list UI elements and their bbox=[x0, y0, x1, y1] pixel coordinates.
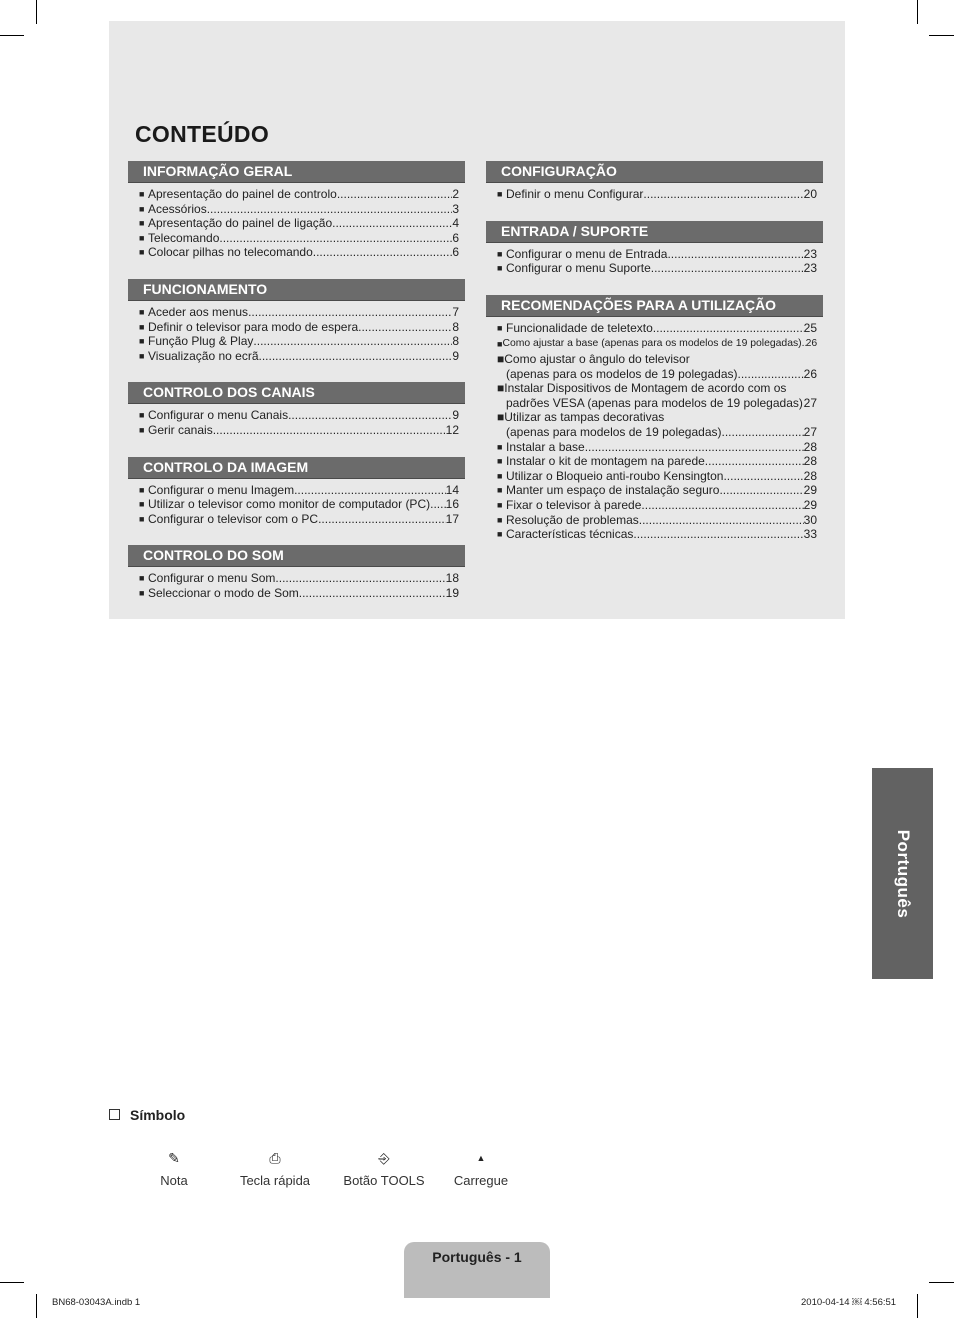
crop-mark bbox=[929, 1282, 954, 1283]
toc-section bbox=[128, 382, 465, 437]
section-heading: RECOMENDAÇÕES PARA A UTILIZAÇÃO bbox=[486, 295, 823, 317]
leader-dots bbox=[207, 202, 453, 217]
toc-page-number: 16 bbox=[445, 497, 459, 512]
toc-entry[interactable] bbox=[139, 408, 459, 423]
toc-entry[interactable] bbox=[139, 202, 459, 217]
leader-dots bbox=[721, 425, 803, 440]
leader-dots bbox=[653, 321, 804, 336]
leader-dots bbox=[358, 320, 452, 335]
toc-page-number: 29 bbox=[803, 497, 817, 512]
toc-page-number: 28 bbox=[803, 454, 817, 469]
bullet-icon: ■ bbox=[139, 336, 145, 347]
toc-entry[interactable] bbox=[139, 305, 459, 320]
symbol-heading-label: Símbolo bbox=[130, 1107, 186, 1123]
toc-entry[interactable] bbox=[497, 513, 817, 528]
toc-entry-text: Fixar o televisor à parede bbox=[506, 497, 642, 512]
leader-dots bbox=[641, 498, 803, 513]
toc-entry-text-continued: padrões VESA (apenas para modelos de 19 polegadas) bbox=[506, 395, 803, 410]
bullet-icon: ■ bbox=[497, 529, 503, 540]
toc-entry[interactable] bbox=[497, 321, 817, 336]
section-heading: CONTROLO DA IMAGEM bbox=[128, 457, 465, 479]
symbol-press bbox=[450, 1148, 512, 1188]
crop-mark bbox=[36, 1294, 37, 1318]
bullet-icon: ■ bbox=[139, 203, 145, 214]
toc-entry-text: Configurar o menu Canais bbox=[148, 408, 289, 423]
toc-entry-text: Utilizar as tampas decorativas bbox=[504, 410, 665, 425]
toc-page-number: 6 bbox=[452, 245, 459, 260]
toc-entry[interactable] bbox=[139, 512, 459, 527]
toc-section bbox=[486, 295, 823, 542]
leader-dots bbox=[248, 305, 452, 320]
toc-entry-text: Utilizar o televisor como monitor de computador (PC) bbox=[148, 497, 431, 512]
symbol-label: Carregue bbox=[453, 1173, 509, 1188]
leader-dots bbox=[332, 216, 452, 231]
toc-page-number: 29 bbox=[803, 483, 817, 498]
toc-page-number: 26 bbox=[803, 366, 817, 381]
bullet-icon: ■ bbox=[139, 218, 145, 229]
toc-page-number: 8 bbox=[452, 319, 459, 334]
hotkey-icon: ⎙ bbox=[269, 1150, 281, 1166]
leader-dots bbox=[585, 440, 804, 455]
bullet-icon: ■ bbox=[497, 381, 505, 396]
toc-entry-text: Visualização no ecrã bbox=[148, 348, 259, 363]
symbol-note bbox=[150, 1148, 198, 1188]
toc-page-number: 6 bbox=[452, 230, 459, 245]
bullet-icon: ■ bbox=[139, 232, 145, 243]
leader-dots bbox=[639, 513, 804, 528]
toc-entry-text: Como ajustar a base (apenas para os modelos de 19 polegadas) bbox=[502, 338, 802, 350]
toc-entry-text: Configurar o menu Som bbox=[148, 571, 276, 586]
leader-dots bbox=[318, 512, 446, 527]
leader-dots bbox=[288, 408, 452, 423]
toc-entry[interactable] bbox=[497, 335, 817, 352]
page-number: Português - 1 bbox=[432, 1249, 522, 1265]
bullet-icon: ■ bbox=[497, 499, 503, 510]
bullet-icon: ■ bbox=[139, 424, 145, 435]
toc-section bbox=[486, 161, 823, 202]
leader-dots bbox=[275, 571, 445, 586]
toc-entry[interactable] bbox=[139, 571, 459, 586]
toc-page-number: 20 bbox=[803, 187, 817, 201]
page-number-tab bbox=[404, 1242, 550, 1298]
leader-dots bbox=[253, 334, 452, 349]
crop-mark bbox=[929, 35, 954, 36]
toc-page-number: 19 bbox=[445, 585, 459, 600]
section-heading: CONTROLO DOS CANAIS bbox=[128, 382, 465, 404]
toc-entry-text: Seleccionar o modo de Som bbox=[148, 585, 299, 600]
toc-page-number: 9 bbox=[452, 408, 459, 423]
toc-page-number: 17 bbox=[445, 511, 459, 526]
toc-page-number: 33 bbox=[803, 527, 817, 542]
toc-entry[interactable] bbox=[139, 320, 459, 335]
toc-entry[interactable] bbox=[497, 527, 817, 542]
toc-page-number: 8 bbox=[452, 334, 459, 349]
bullet-icon: ■ bbox=[497, 351, 505, 366]
toc-entry[interactable] bbox=[497, 381, 817, 410]
toc-entry-text-continued: (apenas para os modelos de 19 polegadas) bbox=[506, 366, 738, 381]
page-title: CONTEÚDO bbox=[135, 121, 270, 147]
bullet-icon: ■ bbox=[497, 514, 503, 525]
toc-page-number: 27 bbox=[803, 424, 817, 439]
toc-entry-text: Funcionalidade de teletexto bbox=[506, 320, 653, 335]
toc-entry-text: Configurar o televisor com o PC bbox=[148, 511, 319, 526]
toc-entry-text: Definir o televisor para modo de espera bbox=[148, 319, 359, 334]
leader-dots bbox=[738, 367, 804, 382]
toc-entry[interactable] bbox=[139, 349, 459, 364]
toc-page-number: 30 bbox=[803, 512, 817, 527]
toc-entry-text: Configurar o menu Imagem bbox=[148, 482, 295, 497]
toc-entry[interactable] bbox=[139, 245, 459, 260]
toc-entry[interactable] bbox=[139, 483, 459, 498]
bullet-icon: ■ bbox=[139, 350, 145, 361]
toc-page-number: 28 bbox=[803, 439, 817, 454]
toc-entry-text: Instalar o kit de montagem na parede bbox=[506, 454, 705, 469]
toc-page-number: 25 bbox=[803, 320, 817, 335]
toc-page-number: 26 bbox=[805, 338, 818, 350]
leader-dots bbox=[705, 454, 804, 469]
symbol-tools bbox=[340, 1148, 428, 1188]
toc-entry[interactable] bbox=[139, 423, 459, 438]
toc-entry-text: Características técnicas bbox=[506, 527, 634, 542]
toc-section bbox=[128, 457, 465, 527]
toc-page-number: 4 bbox=[452, 216, 459, 231]
bullet-icon: ■ bbox=[497, 485, 503, 496]
section-heading: CONFIGURAÇÃO bbox=[486, 161, 823, 183]
toc-entry-text: Como ajustar o ângulo do televisor bbox=[504, 351, 690, 366]
bullet-icon: ■ bbox=[139, 499, 145, 510]
language-side-tab bbox=[872, 768, 933, 979]
bullet-icon: ■ bbox=[497, 470, 503, 481]
tools-button-icon: ⎆ bbox=[378, 1150, 390, 1166]
leader-dots bbox=[667, 247, 803, 262]
bullet-icon: ■ bbox=[139, 247, 145, 258]
toc-page-number: 9 bbox=[452, 348, 459, 363]
bullet-icon: ■ bbox=[139, 189, 145, 199]
toc-entry[interactable] bbox=[139, 497, 459, 512]
toc-entry-text: Instalar Dispositivos de Montagem de acordo com os bbox=[504, 381, 787, 396]
toc-entry[interactable] bbox=[497, 454, 817, 469]
toc-right-column bbox=[486, 161, 823, 561]
print-timestamp: 2010-04-14 ￼ 4:56:51 bbox=[801, 1297, 897, 1308]
toc-entry-text: Utilizar o Bloqueio anti-roubo Kensington bbox=[506, 468, 724, 483]
symbol-hotkey bbox=[236, 1148, 314, 1188]
toc-section bbox=[128, 279, 465, 363]
leader-dots bbox=[643, 187, 803, 202]
toc-page-number: 7 bbox=[452, 304, 459, 319]
checkbox-icon bbox=[109, 1109, 120, 1120]
toc-page-number: 3 bbox=[452, 201, 459, 216]
toc-entry-text: Acessórios bbox=[148, 201, 207, 216]
bullet-icon: ■ bbox=[139, 321, 145, 332]
toc-entry[interactable] bbox=[139, 216, 459, 231]
toc-entry-text: Manter um espaço de instalação seguro bbox=[506, 483, 720, 498]
toc-entry[interactable] bbox=[497, 247, 817, 262]
section-heading: ENTRADA / SUPORTE bbox=[486, 221, 823, 243]
toc-entry-text: Aceder aos menus bbox=[148, 304, 249, 319]
crop-mark bbox=[0, 1282, 24, 1283]
toc-entry-text: Definir o menu Configurar bbox=[506, 187, 644, 201]
toc-entry[interactable] bbox=[497, 352, 817, 381]
toc-page-number: 18 bbox=[445, 571, 459, 586]
language-side-tab-label: Português bbox=[893, 829, 913, 918]
bullet-icon: ■ bbox=[139, 513, 145, 524]
bullet-icon: ■ bbox=[497, 189, 503, 199]
bullet-icon: ■ bbox=[139, 410, 145, 421]
section-heading: FUNCIONAMENTO bbox=[128, 279, 465, 301]
toc-page-number: 14 bbox=[445, 482, 459, 497]
leader-dots bbox=[633, 527, 803, 542]
toc-page-number: 23 bbox=[803, 261, 817, 276]
toc-entry[interactable] bbox=[139, 586, 459, 601]
leader-dots bbox=[213, 423, 446, 438]
crop-mark bbox=[0, 35, 24, 36]
toc-entry[interactable] bbox=[497, 410, 817, 439]
toc-page-number: 28 bbox=[803, 468, 817, 483]
leader-dots bbox=[219, 231, 452, 246]
bullet-icon: ■ bbox=[497, 339, 503, 350]
toc-page-number: 23 bbox=[803, 246, 817, 261]
bullet-icon: ■ bbox=[139, 484, 145, 495]
toc-entry[interactable] bbox=[139, 334, 459, 349]
bullet-icon: ■ bbox=[139, 587, 145, 598]
bullet-icon: ■ bbox=[497, 263, 503, 274]
leader-dots bbox=[337, 187, 453, 202]
symbol-heading bbox=[109, 1107, 185, 1123]
bullet-icon: ■ bbox=[497, 441, 503, 452]
toc-entry-text: Apresentação do painel de ligação bbox=[148, 216, 333, 231]
bullet-icon: ■ bbox=[497, 410, 505, 425]
toc-entry-text: Colocar pilhas no telecomando bbox=[148, 245, 313, 260]
toc-entry-text: Configurar o menu Suporte bbox=[506, 261, 651, 276]
crop-mark bbox=[917, 0, 918, 24]
leader-dots bbox=[259, 349, 453, 364]
symbol-label: Tecla rápida bbox=[239, 1173, 311, 1188]
toc-entry[interactable] bbox=[497, 469, 817, 484]
bullet-icon: ■ bbox=[497, 322, 503, 333]
toc-page-number: 2 bbox=[452, 187, 459, 201]
toc-entry-text: Resolução de problemas bbox=[506, 512, 639, 527]
toc-entry[interactable] bbox=[139, 187, 459, 202]
toc-entry[interactable] bbox=[497, 261, 817, 276]
bullet-icon: ■ bbox=[497, 456, 503, 467]
leader-dots bbox=[719, 483, 803, 498]
toc-section bbox=[128, 161, 465, 260]
toc-entry[interactable] bbox=[497, 498, 817, 513]
toc-entry[interactable] bbox=[497, 187, 817, 202]
toc-entry[interactable] bbox=[497, 440, 817, 455]
toc-section bbox=[486, 221, 823, 276]
toc-entry-text: Telecomando bbox=[148, 230, 220, 245]
symbol-label: Botão TOOLS bbox=[343, 1173, 425, 1188]
leader-dots bbox=[430, 497, 446, 512]
toc-entry-text: Instalar a base bbox=[506, 439, 585, 454]
toc-entry-text: Configurar o menu de Entrada bbox=[506, 246, 668, 261]
symbol-label: Nota bbox=[160, 1173, 188, 1188]
section-heading: CONTROLO DO SOM bbox=[128, 545, 465, 567]
leader-dots bbox=[299, 586, 446, 601]
toc-page-number: 27 bbox=[803, 395, 817, 410]
bullet-icon: ■ bbox=[139, 306, 145, 317]
toc-page-number: 12 bbox=[445, 422, 459, 437]
bullet-icon: ■ bbox=[497, 248, 503, 259]
toc-entry-text: Função Plug & Play bbox=[148, 334, 254, 349]
toc-left-column bbox=[128, 161, 465, 620]
leader-dots bbox=[294, 483, 446, 498]
toc-entry[interactable] bbox=[497, 483, 817, 498]
bullet-icon: ■ bbox=[139, 573, 145, 584]
crop-mark bbox=[917, 1294, 918, 1318]
press-icon: ▲ bbox=[476, 1153, 486, 1163]
file-name: BN68-03043A.indb 1 bbox=[52, 1297, 141, 1308]
crop-mark bbox=[36, 0, 37, 24]
toc-entry-text: Apresentação do painel de controlo bbox=[148, 187, 337, 201]
toc-entry[interactable] bbox=[139, 231, 459, 246]
note-icon: ✎ bbox=[168, 1150, 180, 1166]
toc-entry-text: Gerir canais bbox=[148, 422, 213, 437]
leader-dots bbox=[651, 261, 804, 276]
leader-dots bbox=[723, 469, 803, 484]
toc-entry-text-continued: (apenas para modelos de 19 polegadas) bbox=[506, 424, 722, 439]
toc-section bbox=[128, 545, 465, 600]
leader-dots bbox=[313, 245, 453, 260]
section-heading: INFORMAÇÃO GERAL bbox=[128, 161, 465, 183]
